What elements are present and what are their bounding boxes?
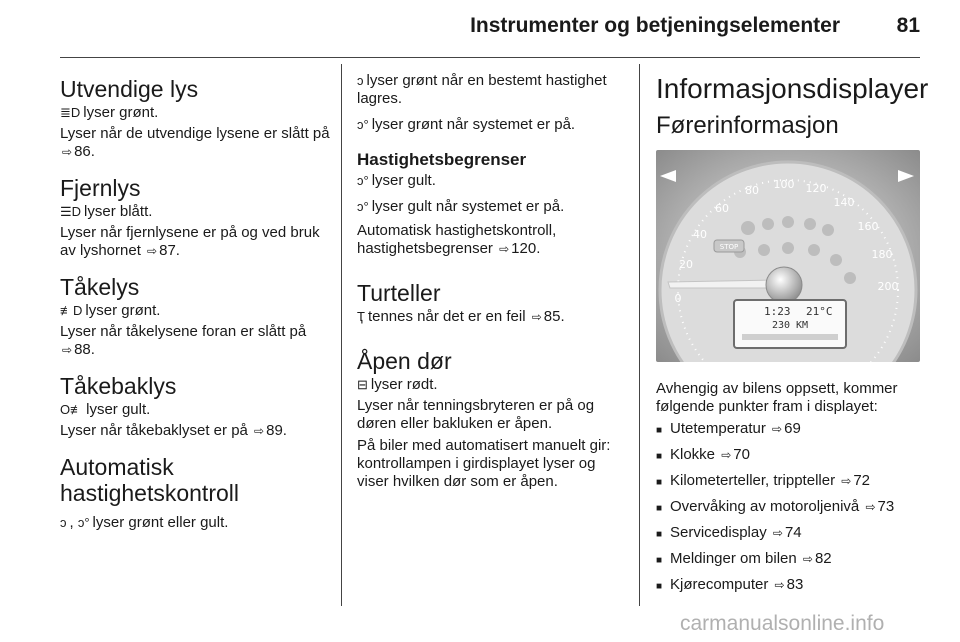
section-heading: Automatisk hastighetskontroll bbox=[60, 454, 239, 506]
header-divider bbox=[60, 57, 920, 58]
column-3 bbox=[656, 62, 929, 602]
reference-arrow-icon: ⇨ bbox=[772, 422, 783, 436]
list-item: ■ Kilometerteller, trippteller ⇨ 72 bbox=[656, 472, 870, 489]
dial-number: 160 bbox=[857, 220, 879, 233]
section-heading: Hastighetsbegrenser bbox=[357, 150, 527, 169]
door-open-icon: ⊟ bbox=[357, 377, 368, 392]
dial-number: 100 bbox=[773, 178, 795, 191]
dial-number: 120 bbox=[805, 182, 827, 195]
list-item: ■ Servicedisplay ⇨ 74 bbox=[656, 524, 802, 541]
section-text: Lyser når fjernlysene er på og ved bruk av lyshornet ⇨ 87. bbox=[60, 224, 320, 259]
reference-arrow-icon: ⇨ bbox=[865, 500, 876, 514]
section-text: ↄ lyser grønt når en bestemt hastighet lagres. bbox=[357, 72, 607, 107]
display-odometer: 230 KM bbox=[771, 320, 809, 331]
reference-arrow-icon: ⇨ bbox=[62, 145, 73, 159]
display-items-list bbox=[656, 420, 922, 596]
section-text: ↄ° lyser grønt når systemet er på. bbox=[357, 116, 576, 133]
section-text: O≢ lyser gult. bbox=[60, 401, 151, 418]
speed-limiter-on-icon: ↄ° bbox=[357, 199, 369, 214]
cruise-control-icon: ↄ bbox=[357, 73, 364, 88]
dial-number: 60 bbox=[715, 202, 729, 215]
reference-arrow-icon: ⇨ bbox=[62, 343, 73, 357]
intro-text: Avhengig av bilens oppsett, kommer følgende punkter fram i displayet: bbox=[656, 380, 898, 415]
exterior-lights-icon: ≣D bbox=[60, 105, 81, 120]
section-title: Førerinformasjon bbox=[656, 112, 839, 139]
display-temperature: 21°C bbox=[806, 305, 833, 318]
list-item: ■ Klokke ⇨ 70 bbox=[656, 446, 750, 463]
column-divider-1 bbox=[341, 64, 342, 606]
section-text: ≣D lyser grønt. bbox=[60, 104, 159, 121]
section-text: ↄ° lyser gult. bbox=[357, 172, 436, 189]
cruise-control-on-icon: ↄ° bbox=[77, 515, 90, 530]
reference-arrow-icon: ⇨ bbox=[721, 448, 732, 462]
section-heading: Fjernlys bbox=[60, 175, 141, 201]
section-text: Automatisk hastighetskontroll, hastighetsbegrenser ⇨ 120. bbox=[357, 222, 557, 257]
column-divider-2 bbox=[639, 64, 640, 606]
reference-arrow-icon: ⇨ bbox=[772, 526, 783, 540]
section-text: ↄ , ↄ° lyser grønt eller gult. bbox=[60, 514, 229, 531]
section-heading: Turteller bbox=[357, 280, 441, 306]
reference-arrow-icon: ⇨ bbox=[774, 578, 785, 592]
reference-arrow-icon: ⇨ bbox=[531, 310, 542, 324]
lcd-display bbox=[734, 300, 846, 348]
dial-number: 180 bbox=[871, 248, 893, 261]
cruise-control-on-icon: ↄ° bbox=[357, 117, 369, 132]
tachometer-warning-icon: Ҭ bbox=[357, 309, 365, 324]
list-item: ■ Overvåking av motoroljenivå ⇨ 73 bbox=[656, 498, 895, 515]
dial-number: 200 bbox=[877, 280, 899, 293]
section-text: Lyser når tåkelysene foran er slått på ⇨ 88. bbox=[60, 323, 307, 358]
section-heading: Utvendige lys bbox=[60, 76, 199, 102]
list-item: ■ Kjørecomputer ⇨ 83 bbox=[656, 576, 804, 593]
list-item: ■ Utetemperatur ⇨ 69 bbox=[656, 420, 801, 437]
section-heading: Tåkelys bbox=[60, 274, 140, 300]
rear-fog-light-icon: O≢ bbox=[60, 402, 84, 417]
dial-number: 0 bbox=[674, 292, 682, 305]
column-1 bbox=[60, 62, 330, 535]
dial-number: 80 bbox=[745, 184, 759, 197]
page-header-title: Instrumenter og betjeningselementer bbox=[470, 14, 840, 37]
chapter-title: Informasjonsdisplayer bbox=[656, 73, 929, 104]
section-heading: Åpen dør bbox=[357, 348, 452, 374]
reference-arrow-icon: ⇨ bbox=[254, 424, 265, 438]
display-time: 1:23 bbox=[764, 305, 791, 318]
reference-arrow-icon: ⇨ bbox=[499, 242, 510, 256]
section-text: Lyser når de utvendige lysene er slått på ⇨ 86. bbox=[60, 125, 330, 160]
page-number: 81 bbox=[896, 14, 920, 37]
watermark: carmanualsonline.info bbox=[680, 612, 885, 635]
section-text: ☰D lyser blått. bbox=[60, 203, 153, 220]
section-text: Lyser når tåkebaklyset er på ⇨ 89. bbox=[60, 422, 287, 439]
section-heading: Tåkebaklys bbox=[60, 373, 177, 399]
section-text: ≢D lyser grønt. bbox=[60, 302, 161, 319]
section-text: Lyser når tenningsbryteren er på og døren eller bakluken er åpen. bbox=[357, 397, 595, 432]
high-beam-icon: ☰D bbox=[60, 204, 82, 219]
speed-limiter-icon: ↄ° bbox=[357, 173, 369, 188]
reference-arrow-icon: ⇨ bbox=[841, 474, 852, 488]
reference-arrow-icon: ⇨ bbox=[147, 244, 158, 258]
needle bbox=[668, 280, 776, 288]
list-item: ■ Meldinger om bilen ⇨ 82 bbox=[656, 550, 832, 567]
column-2 bbox=[357, 72, 625, 494]
dial-number: 20 bbox=[679, 258, 693, 271]
dial-number: 40 bbox=[693, 228, 707, 241]
instrument-cluster-illustration bbox=[656, 150, 920, 362]
dial-number: 140 bbox=[833, 196, 855, 209]
section-text: ↄ° lyser gult når systemet er på. bbox=[357, 198, 565, 215]
instrument-cluster-figure bbox=[656, 150, 920, 362]
section-text: På biler med automatisert manuelt gir: kontrollampen i girdisplayet lyser og viser hvilken dør som er åpen. bbox=[357, 437, 611, 490]
cruise-control-icon: ↄ bbox=[60, 515, 67, 530]
front-fog-light-icon: ≢D bbox=[60, 303, 83, 318]
section-text: Ҭ tennes når det er en feil ⇨ 85. bbox=[357, 308, 565, 325]
reference-arrow-icon: ⇨ bbox=[802, 552, 813, 566]
stop-lamp-label: STOP bbox=[719, 243, 739, 251]
section-text: ⊟ lyser rødt. bbox=[357, 376, 438, 393]
